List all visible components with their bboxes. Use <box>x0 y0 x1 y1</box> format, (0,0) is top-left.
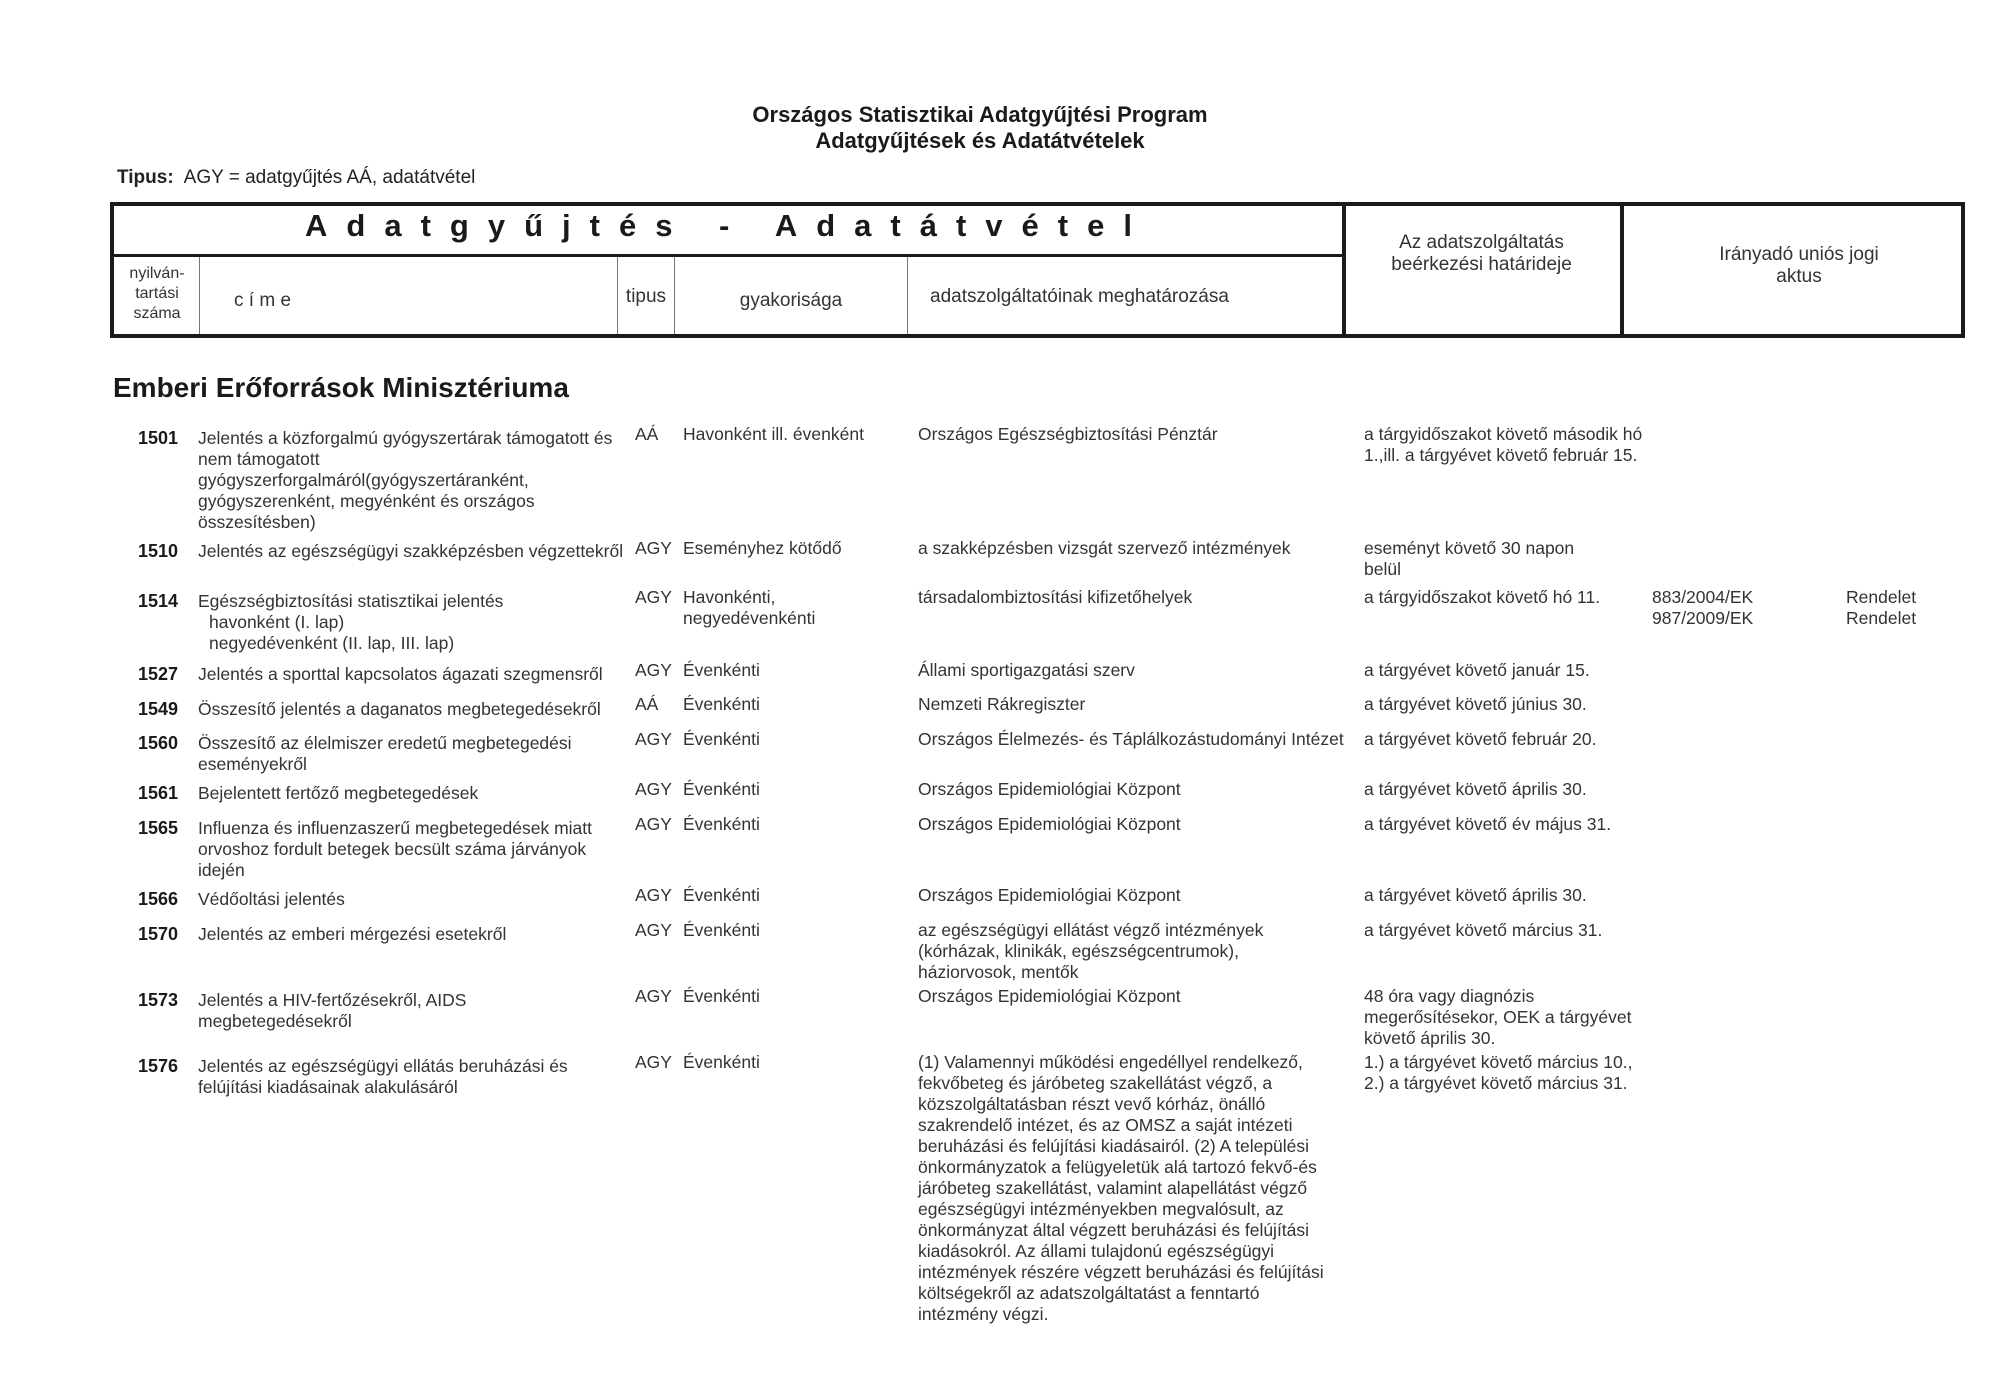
row-type: AGY <box>635 587 672 607</box>
row-frequency: Évenkénti <box>683 1052 760 1072</box>
row-number: 1514 <box>138 591 179 611</box>
header-col-sep <box>617 257 618 334</box>
row-title: Egészségbiztosítási statisztikai jelentés <box>198 591 504 611</box>
type-label: Tipus: <box>117 167 174 188</box>
row-frequency: Évenkénti <box>683 986 760 1006</box>
header-divider-v1 <box>1342 206 1346 334</box>
row-number: 1561 <box>138 783 179 803</box>
row-title: Jelentés a sporttal kapcsolatos ágazati szegmensről <box>198 664 603 684</box>
row-deadline: a tárgyévet követő február 20. <box>1364 729 1597 749</box>
row-title: Védőoltási jelentés <box>198 889 345 909</box>
row-deadline: 48 óra vagy diagnózis megerősítésekor, OEK a tárgyévet követő április 30. <box>1364 986 1632 1048</box>
row-number: 1527 <box>138 664 179 684</box>
row-provider: Országos Epidemiológiai Központ <box>918 779 1181 799</box>
row-number: 1566 <box>138 889 179 909</box>
row-provider: Nemzeti Rákregiszter <box>918 694 1086 714</box>
row-number: 1576 <box>138 1056 179 1076</box>
col-number-header: nyilván- tartási száma <box>129 265 185 322</box>
header-col-sep <box>199 257 200 334</box>
row-provider: társadalombiztosítási kifizetőhelyek <box>918 587 1193 607</box>
row-eu-act: 883/2004/EK <box>1652 587 1754 607</box>
type-value: AGY = adatgyűjtés AÁ, adatátvétel <box>183 167 476 188</box>
row-provider: Állami sportigazgatási szerv <box>918 660 1135 680</box>
page-title: Országos Statisztikai Adatgyűjtési Program <box>752 102 1208 127</box>
row-type: AGY <box>635 920 672 940</box>
row-title: Jelentés az egészségügyi szakképzésben végzettekről <box>198 541 624 561</box>
row-type: AÁ <box>635 424 659 444</box>
row-eu-kind: Rendelet <box>1846 608 1917 628</box>
row-frequency: Évenkénti <box>683 885 760 905</box>
header-divider <box>114 254 1342 257</box>
row-type: AGY <box>635 729 672 749</box>
row-frequency: Évenkénti <box>683 729 760 749</box>
row-type: AGY <box>635 660 672 680</box>
row-provider: Országos Élelmezés- és Táplálkozástudományi Intézet <box>918 729 1344 749</box>
row-frequency: Évenkénti <box>683 920 760 940</box>
row-deadline: eseményt követő 30 napon belül <box>1364 538 1575 579</box>
col-frequency-header: gyakorisága <box>739 290 843 311</box>
row-title: Jelentés a közforgalmú gyógyszertárak támogatott és nem támogatott gyógyszerforgalmáról(gyógyszertáranként, gyógyszerenként, megyénként és országos összesítésben) <box>198 428 613 532</box>
table-banner: Adatgyűjtés - Adatátvétel <box>305 208 1151 243</box>
row-type: AGY <box>635 538 672 558</box>
row-title: Influenza és influenzaszerű megbetegedések miatt orvoshoz fordult betegek becsült száma járványok idején <box>198 818 592 880</box>
row-frequency: Havonkénti, negyedévenkénti <box>683 587 816 628</box>
row-title: Összesítő jelentés a daganatos megbetegedésekről <box>198 699 601 719</box>
row-number: 1501 <box>138 428 179 448</box>
row-number: 1565 <box>138 818 179 838</box>
row-provider: Országos Epidemiológiai Központ <box>918 885 1181 905</box>
row-type: AGY <box>635 814 672 834</box>
row-deadline: a tárgyidőszakot követő hó 11. <box>1364 587 1601 607</box>
row-deadline: 1.) a tárgyévet követő március 10., 2.) a tárgyévet követő március 31. <box>1364 1052 1633 1093</box>
row-deadline: a tárgyévet követő március 31. <box>1364 920 1603 940</box>
row-deadline: a tárgyévet követő április 30. <box>1364 779 1587 799</box>
page-subtitle: Adatgyűjtések és Adatátvételek <box>815 128 1145 153</box>
col-providers-header: adatszolgáltatóinak meghatározása <box>930 286 1229 307</box>
row-eu-kind: Rendelet <box>1846 587 1917 607</box>
row-type: AÁ <box>635 694 659 714</box>
row-title: Jelentés a HIV-fertőzésekről, AIDS megbetegedésekről <box>198 990 467 1031</box>
section-title: Emberi Erőforrások Minisztériuma <box>113 372 569 403</box>
row-number: 1510 <box>138 541 179 561</box>
row-frequency: Eseményhez kötődő <box>683 538 842 558</box>
row-title-line3: negyedévenként (II. lap, III. lap) <box>209 633 455 653</box>
row-number: 1549 <box>138 699 179 719</box>
col-type-header: tipus <box>625 286 667 307</box>
row-type: AGY <box>635 1052 672 1072</box>
row-frequency: Évenkénti <box>683 779 760 799</box>
row-frequency: Havonként ill. évenként <box>683 424 864 444</box>
row-frequency: Évenkénti <box>683 694 760 714</box>
type-legend <box>117 167 475 189</box>
row-provider: az egészségügyi ellátást végző intézmények (kórházak, klinikák, egészségcentrumok), háziorvosok, mentők <box>918 920 1264 982</box>
header-divider-v2 <box>1620 206 1624 334</box>
row-provider: Országos Epidemiológiai Központ <box>918 814 1181 834</box>
col-eu-header: Irányadó uniós jogi aktus <box>1719 244 1879 287</box>
row-title-line2: havonként (I. lap) <box>209 612 345 632</box>
row-deadline: a tárgyévet követő január 15. <box>1364 660 1590 680</box>
row-title: Jelentés az emberi mérgezési esetekről <box>198 924 507 944</box>
row-frequency: Évenkénti <box>683 814 760 834</box>
row-provider: a szakképzésben vizsgát szervező intézmények <box>918 538 1291 558</box>
row-deadline: a tárgyévet követő év május 31. <box>1364 814 1612 834</box>
row-eu-act: 987/2009/EK <box>1652 608 1754 628</box>
col-deadline-header: Az adatszolgáltatás beérkezési határideje <box>1391 232 1572 275</box>
row-deadline: a tárgyévet követő június 30. <box>1364 694 1587 714</box>
header-col-sep <box>674 257 675 334</box>
table-header <box>110 202 1965 338</box>
row-provider: Országos Epidemiológiai Központ <box>918 986 1181 1006</box>
row-provider: (1) Valamennyi működési engedéllyel rendelkező, fekvőbeteg és járóbeteg szakellátást végző, a közszolgáltatásban részt vevő kórház, önálló szakrendelő intézet, és az OMSZ a saját intézeti beruházási és felújítási kiadásairól. (2) A települési önkormányzatok a felügyeletük alá tartozó fekvő-és járóbeteg szakellátást, valamint alapellátást végző egészségügyi intézményekben megvalósult, az önkormányzat által végzett beruházási és felújítási kiadásokról. Az állami tulajdonú egészségügyi intézmények részére végzett beruházási és felújítási költségekről az adatszolgáltatást a fenntartó intézmény végzi. <box>918 1052 1324 1324</box>
row-number: 1573 <box>138 990 179 1010</box>
row-deadline: a tárgyidőszakot követő második hó 1.,ill. a tárgyévet követő február 15. <box>1364 424 1643 465</box>
row-title: Jelentés az egészségügyi ellátás beruházási és felújítási kiadásainak alakulásáról <box>198 1056 568 1097</box>
row-number: 1570 <box>138 924 179 944</box>
row-number: 1560 <box>138 733 179 753</box>
row-frequency: Évenkénti <box>683 660 760 680</box>
row-type: AGY <box>635 779 672 799</box>
row-deadline: a tárgyévet követő április 30. <box>1364 885 1587 905</box>
row-type: AGY <box>635 986 672 1006</box>
row-title: Összesítő az élelmiszer eredetű megbetegedési eseményekről <box>198 733 572 774</box>
row-provider: Országos Egészségbiztosítási Pénztár <box>918 424 1218 444</box>
header-col-sep <box>907 257 908 334</box>
col-title-header: c í m e <box>234 290 292 311</box>
row-type: AGY <box>635 885 672 905</box>
row-title: Bejelentett fertőző megbetegedések <box>198 783 479 803</box>
